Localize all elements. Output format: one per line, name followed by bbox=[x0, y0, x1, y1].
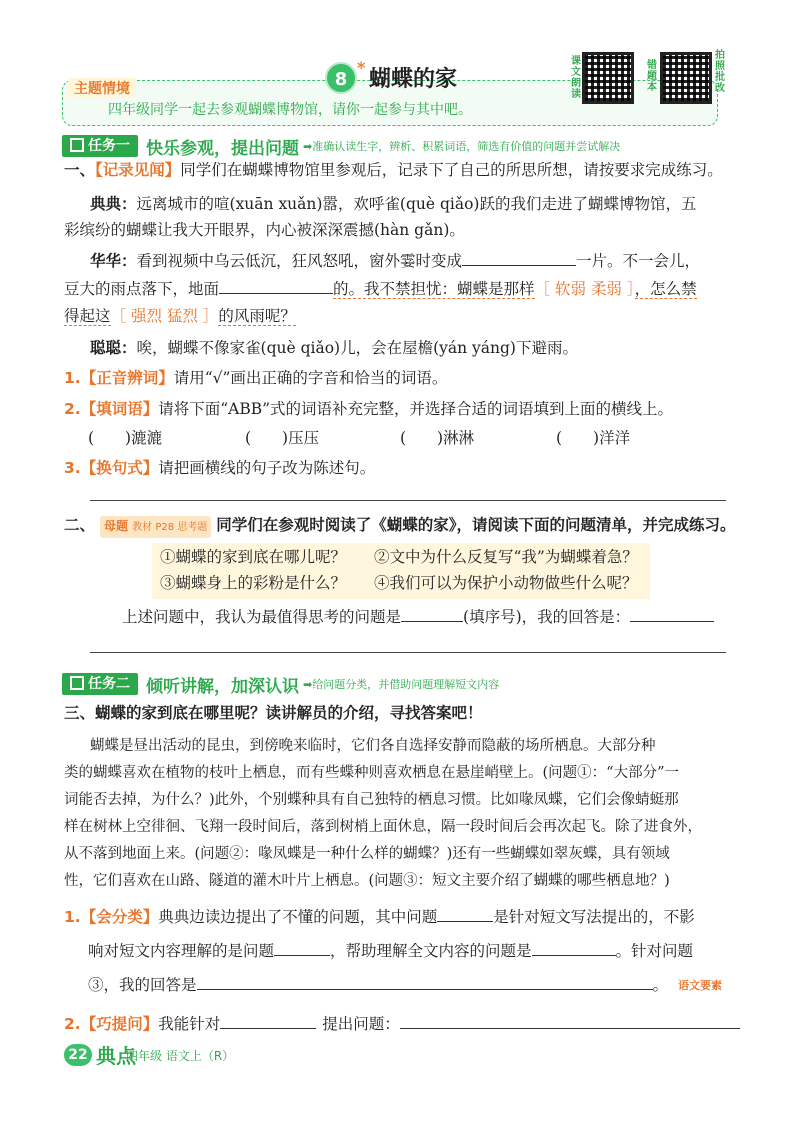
page-number: 22 bbox=[64, 1044, 92, 1066]
question-list-item: ①蝴蝶的家到底在哪儿呢？ bbox=[160, 548, 347, 566]
question-3-2: 2.【巧提问】我能针对 提出问题： bbox=[64, 1013, 740, 1034]
passage-line: 蝴蝶是昼出活动的昆虫，到傍晚来临时，它们各自选择安静而隐蔽的场所栖息。大部分种 bbox=[90, 738, 656, 754]
qr-code-icon[interactable] bbox=[660, 52, 712, 104]
passage-line: 性，它们喜欢在山路、隧道的灌木叶片上栖息。(问题③：短文主要介绍了蝴蝶的哪些栖息地？) bbox=[64, 873, 670, 889]
task1-desc: ➡准确认读生字，辨析、积累词语，筛选有价值的问题并尝试解决 bbox=[303, 140, 621, 153]
abb-word-2[interactable]: ( )压压 bbox=[245, 429, 320, 447]
blank-field[interactable] bbox=[400, 1013, 740, 1029]
para-diandian-1: 典典：远离城市的喧(xuān xuǎn)嚣，欢呼雀(què qiǎo)跃的我们走进了蝴蝶博物馆，五 bbox=[90, 194, 697, 213]
question-list-item: ④我们可以为保护小动物做些什么呢？ bbox=[374, 574, 638, 592]
question-list-item: ②文中为什么反复写“我”为蝴蝶着急？ bbox=[374, 548, 638, 566]
passage-line: 样在树林上空徘徊、飞翔一段时间后，落到树梢上面休息，隔一段时间后会再次起飞。除了进食外， bbox=[64, 819, 702, 835]
passage-line: 词能否去掉，为什么？)此外，个别蝶种具有自己独特的栖息习惯。比如喙凤蝶，它们会像蜻蜓那 bbox=[64, 792, 679, 808]
blank-field[interactable] bbox=[532, 940, 616, 956]
task2-bar bbox=[62, 672, 499, 696]
answer-line[interactable] bbox=[90, 652, 726, 653]
lesson-star: * bbox=[357, 58, 366, 77]
lesson-title: 蝴蝶的家 bbox=[369, 67, 458, 92]
para-huahua-2: 豆大的雨点落下，地面 的。我不禁担忧：蝴蝶是那样［ 软弱 柔弱 ］，怎么禁 bbox=[64, 280, 697, 298]
check-icon bbox=[70, 138, 84, 152]
task1-tag: 任务一 bbox=[62, 135, 138, 157]
section2-answer: 上述问题中，我认为最值得思考的问题是 (填序号)，我的回答是： bbox=[122, 606, 714, 627]
question-3-1b: 响对短文内容理解的是问题 ，帮助理解全文内容的问题是 。针对问题 bbox=[88, 942, 694, 960]
blank-field[interactable] bbox=[462, 250, 576, 266]
answer-line[interactable] bbox=[90, 500, 726, 501]
brand-logo: 典点 bbox=[96, 1044, 136, 1068]
question-list-item: ③蝴蝶身上的彩粉是什么？ bbox=[160, 574, 347, 592]
lesson-number-badge: 8 bbox=[325, 62, 357, 94]
theme-text: 四年级同学一起去参观蝴蝶博物馆，请你一起参与其中吧。 bbox=[108, 102, 472, 118]
task2-title: 倾听讲解，加深认识 bbox=[146, 676, 299, 697]
blank-field[interactable] bbox=[437, 906, 493, 922]
passage-line: 从不落到地面上来。(问题②：喙凤蝶是一种什么样的蝴蝶？)还有一些蝴蝶如翠灰蝶，具有领域 bbox=[64, 846, 670, 862]
section2-intro: 二、 母题 教材 P28 思考题 同学们在参观时阅读了《蝴蝶的家》，请阅读下面的问题清单，并完成练习。 bbox=[64, 515, 735, 538]
blank-field[interactable] bbox=[401, 606, 463, 622]
blank-field[interactable] bbox=[220, 1013, 316, 1029]
qr2-caption-left: 错题本 bbox=[647, 60, 657, 93]
para-congcong: 聪聪：唉，蝴蝶不像家雀(què qiǎo)儿，会在屋檐(yán yáng)下避雨。 bbox=[90, 338, 578, 357]
para-huahua-3: 得起这［ 强烈 猛烈 ］的风雨呢？ bbox=[64, 307, 296, 325]
blank-field[interactable] bbox=[197, 974, 653, 990]
mother-question-badge: 母题 教材 P28 思考题 bbox=[100, 516, 211, 538]
abb-word-4[interactable]: ( )洋洋 bbox=[556, 429, 631, 447]
qr2-caption-right: 拍照批改 bbox=[715, 50, 725, 94]
question-1-2: 2.【填词语】请将下面“ABB”式的词语补充完整，并选择合适的词语填到上面的横线上。 bbox=[64, 400, 674, 418]
footer-text: 四年级 语文上（R） bbox=[126, 1049, 235, 1063]
question-1-1: 1.【正音辨词】请用“√”画出正确的字音和恰当的词语。 bbox=[64, 369, 448, 387]
check-icon bbox=[70, 676, 84, 690]
qr1-caption: 课文朗读 bbox=[571, 56, 581, 100]
word-choice-2: ［ 强烈 猛烈 ］ bbox=[110, 307, 219, 325]
key-element-note: 语文要素 bbox=[678, 979, 722, 992]
passage-line: 类的蝴蝶喜欢在植物的枝叶上栖息，而有些蝶种则喜欢栖息在悬崖峭壁上。(问题①：“大部分”一 bbox=[64, 765, 679, 781]
abb-word-1[interactable]: ( )漉漉 bbox=[88, 429, 163, 447]
abb-word-3[interactable]: ( )淋淋 bbox=[400, 429, 475, 447]
para-diandian-2: 彩缤纷的蝴蝶让我大开眼界，内心被深深震撼(hàn gǎn)。 bbox=[64, 221, 465, 239]
para-huahua-1: 华华：看到视频中乌云低沉，狂风怒吼，窗外霎时变成 一片。不一会儿， bbox=[90, 251, 701, 270]
section1-intro: 一、【记录见闻】同学们在蝴蝶博物馆里参观后，记录下了自己的所思所想，请按要求完成练习。 bbox=[64, 160, 723, 179]
task1-title: 快乐参观，提出问题 bbox=[146, 138, 299, 159]
blank-field[interactable] bbox=[630, 606, 714, 622]
question-3-1a: 1.【会分类】典典边读边提出了不懂的问题，其中问题 是针对短文写法提出的，不影 bbox=[64, 908, 695, 926]
theme-label: 主题情境 bbox=[68, 78, 136, 98]
section3-title: 三、蝴蝶的家到底在哪里呢？读讲解员的介绍，寻找答案吧！ bbox=[64, 703, 483, 722]
task1-bar bbox=[62, 134, 620, 158]
qr-code-icon[interactable] bbox=[582, 52, 634, 104]
blank-field[interactable] bbox=[274, 940, 330, 956]
task2-desc: ➡给问题分类，并借助问题理解短文内容 bbox=[303, 678, 500, 691]
question-3-1c: ③，我的回答是 。 bbox=[88, 976, 669, 994]
task2-tag: 任务二 bbox=[62, 673, 138, 695]
question-1-3: 3.【换句式】请把画横线的句子改为陈述句。 bbox=[64, 459, 376, 477]
word-choice-1: ［ 软弱 柔弱 ］ bbox=[534, 280, 635, 298]
blank-field[interactable] bbox=[219, 278, 333, 294]
